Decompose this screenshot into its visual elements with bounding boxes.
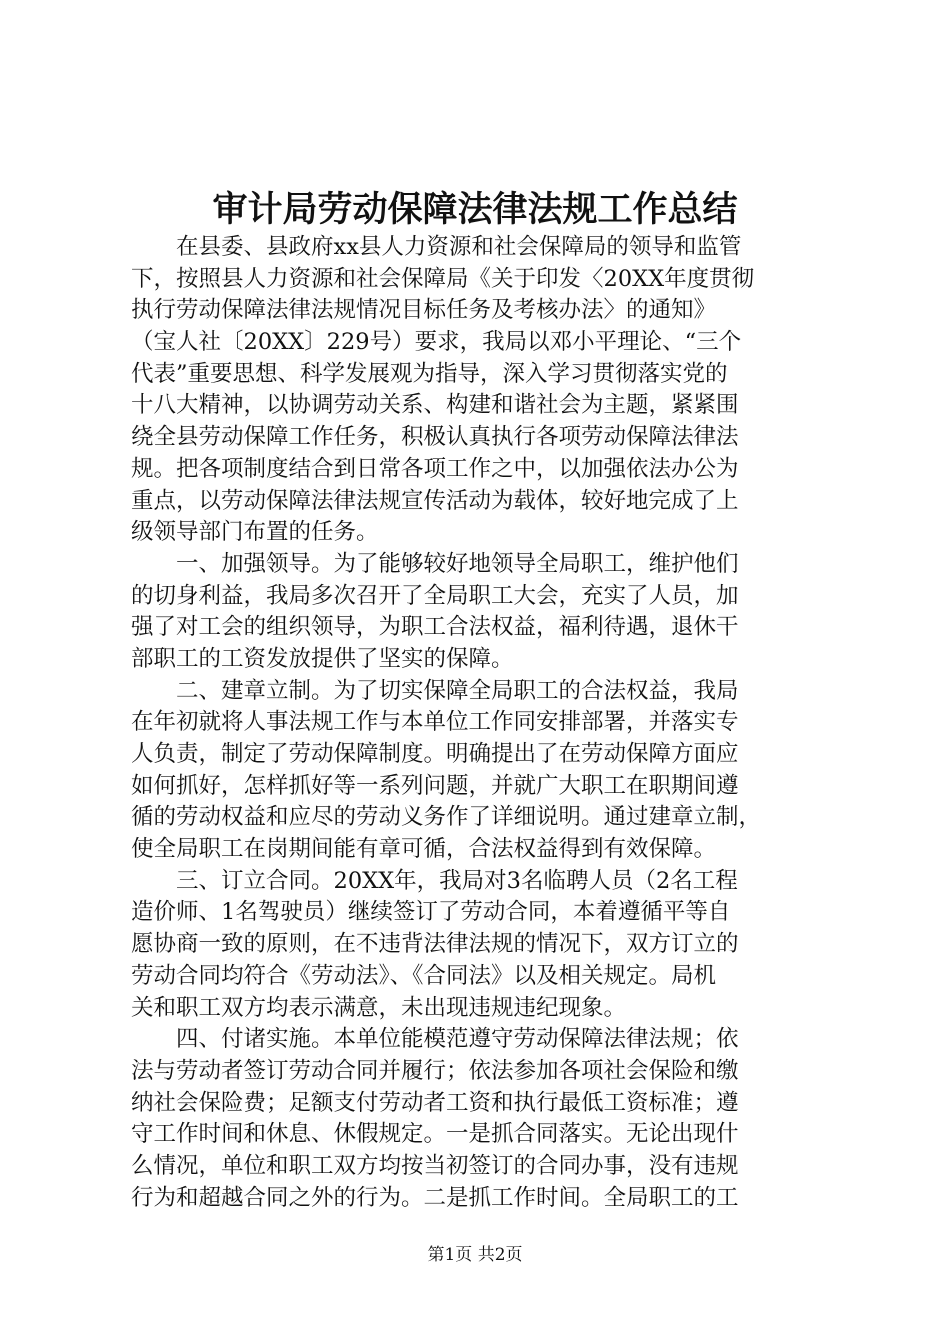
body-line: 十八大精神，以协调劳动关系、构建和谐社会为主题，紧紧围 [131, 392, 739, 419]
body-line: 在县委、县政府xx县人力资源和社会保障局的领导和监管 [131, 234, 742, 260]
body-line: 一、加强领导。为了能够较好地领导全局职工，维护他们 [131, 550, 739, 577]
body-line: 代表”重要思想、科学发展观为指导，深入学习贯彻落实党的 [131, 360, 728, 387]
body-line: 四、付诸实施。本单位能模范遵守劳动保障法律法规；依 [131, 1026, 739, 1053]
body-line: 纳社会保险费；足额支付劳动者工资和执行最低工资标准；遵 [131, 1089, 739, 1116]
body-line: 法与劳动者签订劳动合同并履行；依法参加各项社会保险和缴 [131, 1057, 739, 1084]
document-title: 审计局劳动保障法律法规工作总结 [212, 189, 738, 230]
body-line: 规。把各项制度结合到日常各项工作之中，以加强依法办公为 [131, 455, 739, 482]
body-line: 劳动合同均符合《劳动法》、《合同法》以及相关规定。局机 [131, 962, 717, 989]
body-line: 重点，以劳动保障法律法规宣传活动为载体，较好地完成了上 [131, 487, 739, 514]
body-line: 绕全县劳动保障工作任务，积极认真执行各项劳动保障法律法 [131, 424, 739, 451]
body-line: 在年初就将人事法规工作与本单位工作同安排部署，并落实专 [131, 709, 739, 736]
body-line: 行为和超越合同之外的行为。二是抓工作时间。全局职工的工 [131, 1184, 739, 1211]
body-line: （宝人社〔20XX〕229号）要求，我局以邓小平理论、“三个 [131, 329, 742, 356]
document-body [131, 232, 831, 1214]
body-line: 二、建章立制。为了切实保障全局职工的合法权益，我局 [131, 677, 739, 704]
body-line: 使全局职工在岗期间能有章可循，合法权益得到有效保障。 [131, 836, 717, 863]
body-line: 强了对工会的组织领导，为职工合法权益，福利待遇，退休干 [131, 614, 739, 641]
body-line: 下，按照县人力资源和社会保障局《关于印发〈20XX年度贯彻 [131, 265, 755, 292]
body-line: 部职工的工资发放提供了坚实的保障。 [131, 645, 514, 672]
body-line: 关和职工双方均表示满意，未出现违规违纪现象。 [131, 994, 627, 1021]
page-number-footer: 第1页 共2页 [427, 1245, 523, 1265]
body-line: 如何抓好，怎样抓好等一系列问题，并就广大职工在职期间遵 [131, 772, 739, 799]
body-line: 人负责，制定了劳动保障制度。明确提出了在劳动保障方面应 [131, 741, 739, 767]
body-line: 级领导部门布置的任务。 [131, 519, 379, 546]
body-line: 愿协商一致的原则，在不违背法律法规的情况下，双方订立的 [131, 931, 739, 958]
body-line: 三、订立合同。20XX年，我局对3名临聘人员（2名工程 [131, 867, 738, 894]
body-line: 造价师、1名驾驶员）继续签订了劳动合同，本着遵循平等自 [131, 899, 731, 926]
body-line: 的切身利益，我局多次召开了全局职工大会，充实了人员，加 [131, 582, 739, 609]
body-line: 执行劳动保障法律法规情况目标任务及考核办法〉的通知》 [131, 297, 717, 324]
body-line: 循的劳动权益和应尽的劳动义务作了详细说明。通过建章立制， [131, 804, 762, 831]
body-line: 守工作时间和休息、休假规定。一是抓合同落实。无论出现什 [131, 1121, 739, 1148]
body-line: 么情况，单位和职工双方均按当初签订的合同办事，没有违规 [131, 1152, 739, 1179]
